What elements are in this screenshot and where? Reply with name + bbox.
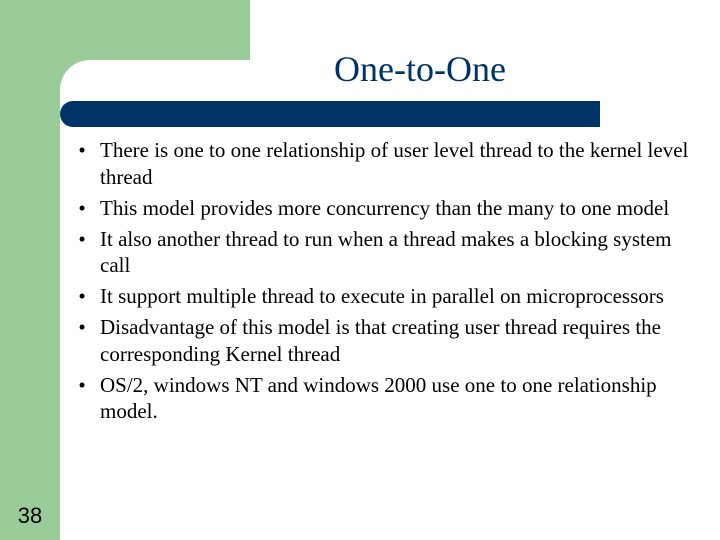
list-item — [72, 137, 697, 190]
bullet-icon: • — [78, 284, 86, 308]
bullet-text: It also another thread to run when a thread makes a blocking system call — [100, 226, 672, 277]
title-underline-bar — [60, 101, 600, 127]
bullet-text: There is one to one relationship of user level thread to the kernel level thread — [100, 138, 689, 189]
list-item — [72, 226, 697, 279]
bullet-icon: • — [78, 372, 86, 397]
slide-title-text: One-to-One — [334, 49, 506, 89]
bullet-icon: • — [78, 138, 86, 162]
list-item — [72, 314, 697, 367]
bullet-icon: • — [78, 226, 86, 251]
list-item — [72, 283, 697, 310]
bullet-icon: • — [78, 195, 86, 220]
bullet-text: Disadvantage of this model is that creating user thread requires the corresponding Kernel thread — [100, 315, 661, 366]
slide-title — [60, 48, 720, 90]
bullet-text: It support multiple thread to execute in parallel on microprocessors — [100, 284, 664, 308]
slide-number: 38 — [17, 503, 43, 528]
bullet-list — [72, 137, 697, 429]
list-item — [72, 195, 697, 222]
bullet-text: OS/2, windows NT and windows 2000 use one to one relationship model. — [100, 372, 657, 423]
list-item — [72, 372, 697, 425]
bullet-icon: • — [78, 315, 86, 339]
bullet-text: This model provides more concurrency than the many to one model — [100, 195, 670, 220]
